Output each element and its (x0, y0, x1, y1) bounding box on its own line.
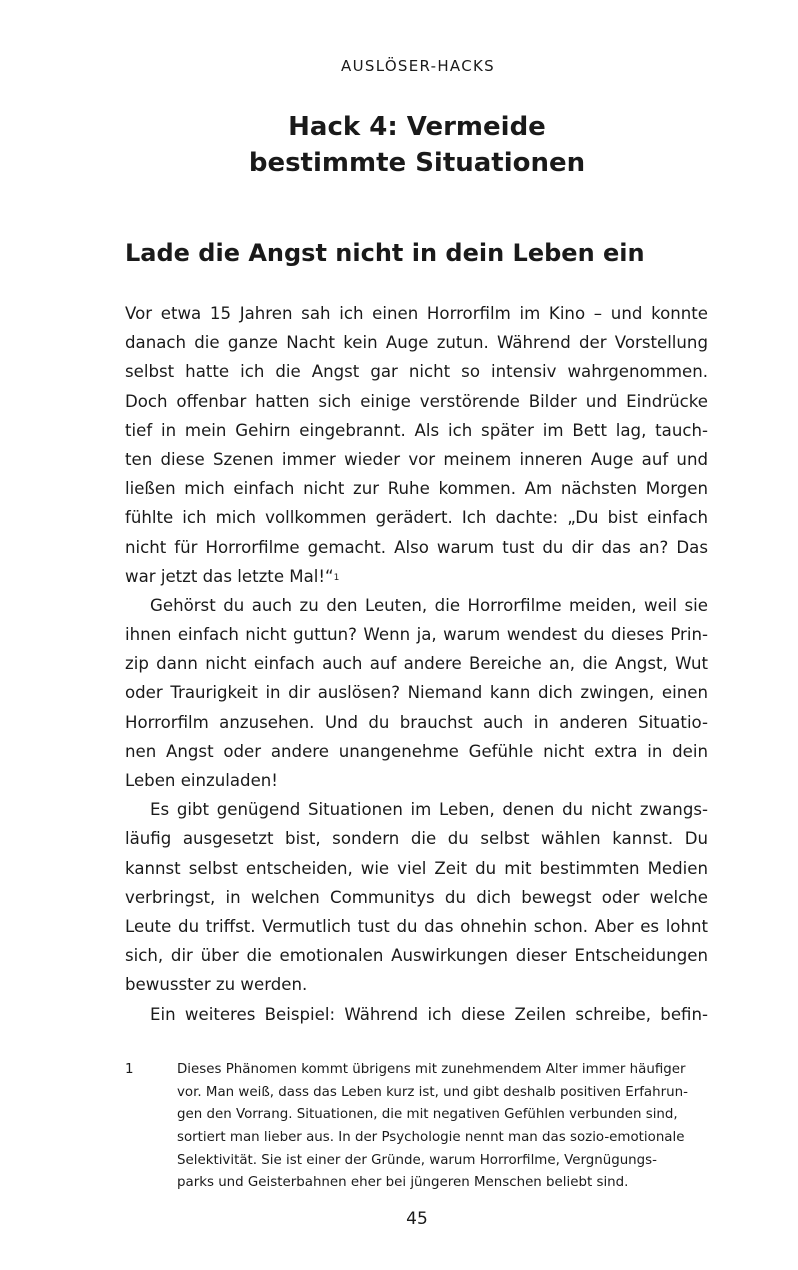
chapter-title-line: Hack 4: Vermeide (288, 112, 546, 142)
text-line: tief in mein Gehirn eingebrannt. Als ich später im Bett lag, tauch- (125, 420, 708, 440)
text-line: fühlte ich mich vollkommen gerädert. Ich dachte: „Du bist einfach (125, 508, 708, 528)
text-line: ten diese Szenen immer wieder vor meinem inneren Auge auf und (125, 449, 708, 469)
chapter-title (0, 109, 798, 181)
text-line (125, 562, 708, 591)
text-line: sich, dir über die emotionalen Auswirkungen dieser Entscheidungen (125, 946, 708, 966)
text-line: nen Angst oder andere unangenehme Gefühle nicht extra in dein (125, 741, 708, 761)
text-line: Vor etwa 15 Jahren sah ich einen Horrorfilm im Kino – und konnte (125, 304, 708, 323)
text-line: danach die ganze Nacht kein Auge zutun. Während der Vorstellung (125, 333, 708, 353)
footnote-line: sortiert man lieber aus. In der Psychologie nennt man das sozio-emotionale (177, 1130, 685, 1146)
footnote-line: gen den Vorrang. Situationen, die mit negativen Gefühlen verbunden sind, (177, 1107, 678, 1123)
footnote-line: Selektivität. Sie ist einer der Gründe, warum Horrorfilme, Vergnügungs- (177, 1152, 657, 1168)
footnote-text (177, 1059, 708, 1195)
text-line: ließen mich einfach nicht zur Ruhe kommen. Am nächsten Morgen (125, 479, 708, 499)
footnote-line: parks und Geisterbahnen eher bei jüngeren Menschen beliebt sind. (177, 1175, 629, 1191)
text-line: Horrorfilm anzusehen. Und du brauchst auch in anderen Situatio- (125, 712, 708, 732)
running-head: AUSLÖSER-HACKS (341, 57, 495, 75)
text-line-content: war jetzt das letzte Mal!“ (125, 566, 334, 586)
footnote-reference[interactable]: 1 (333, 572, 340, 583)
footnote-line: Dieses Phänomen kommt übrigens mit zunehmendem Alter immer häufiger (177, 1062, 686, 1077)
body-text (125, 299, 708, 1029)
text-line: Es gibt genügend Situationen im Leben, denen du nicht zwangs- (150, 800, 708, 820)
section-heading: Lade die Angst nicht in dein Leben ein (125, 239, 645, 267)
text-line: kannst selbst entscheiden, wie viel Zeit du mit bestimmten Medien (125, 858, 708, 878)
footnote-line: vor. Man weiß, dass das Leben kurz ist, und gibt deshalb positiven Erfahrun- (177, 1084, 688, 1100)
text-line: nicht für Horrorfilme gemacht. Also warum tust du dir das an? Das (125, 537, 708, 557)
text-line: Gehörst du auch zu den Leuten, die Horrorfilme meiden, weil sie (150, 595, 708, 615)
text-line: Leute du triffst. Vermutlich tust du das ohnehin schon. Aber es lohnt (125, 916, 708, 936)
text-line: läufig ausgesetzt bist, sondern die du selbst wählen kannst. Du (125, 829, 708, 849)
text-line: verbringst, in welchen Communitys du dich bewegst oder welche (125, 887, 708, 907)
footnote-number: 1 (125, 1062, 134, 1077)
text-line: bewusster zu werden. (125, 975, 308, 995)
text-line: oder Traurigkeit in dir auslösen? Niemand kann dich zwingen, einen (125, 683, 708, 703)
text-line: selbst hatte ich die Angst gar nicht so intensiv wahrgenommen. (125, 362, 708, 382)
text-line: Ein weiteres Beispiel: Während ich diese Zeilen schreibe, befin- (150, 1004, 708, 1024)
chapter-title-line: bestimmte Situationen (248, 148, 586, 178)
text-line: zip dann nicht einfach auch auf andere Bereiche an, die Angst, Wut (125, 654, 708, 674)
page-number: 45 (406, 1209, 428, 1229)
text-line: ihnen einfach nicht guttun? Wenn ja, warum wendest du dieses Prin- (125, 625, 708, 645)
text-line: Doch offenbar hatten sich einige verstörende Bilder und Eindrücke (125, 391, 708, 411)
text-line: Leben einzuladen! (125, 771, 278, 790)
